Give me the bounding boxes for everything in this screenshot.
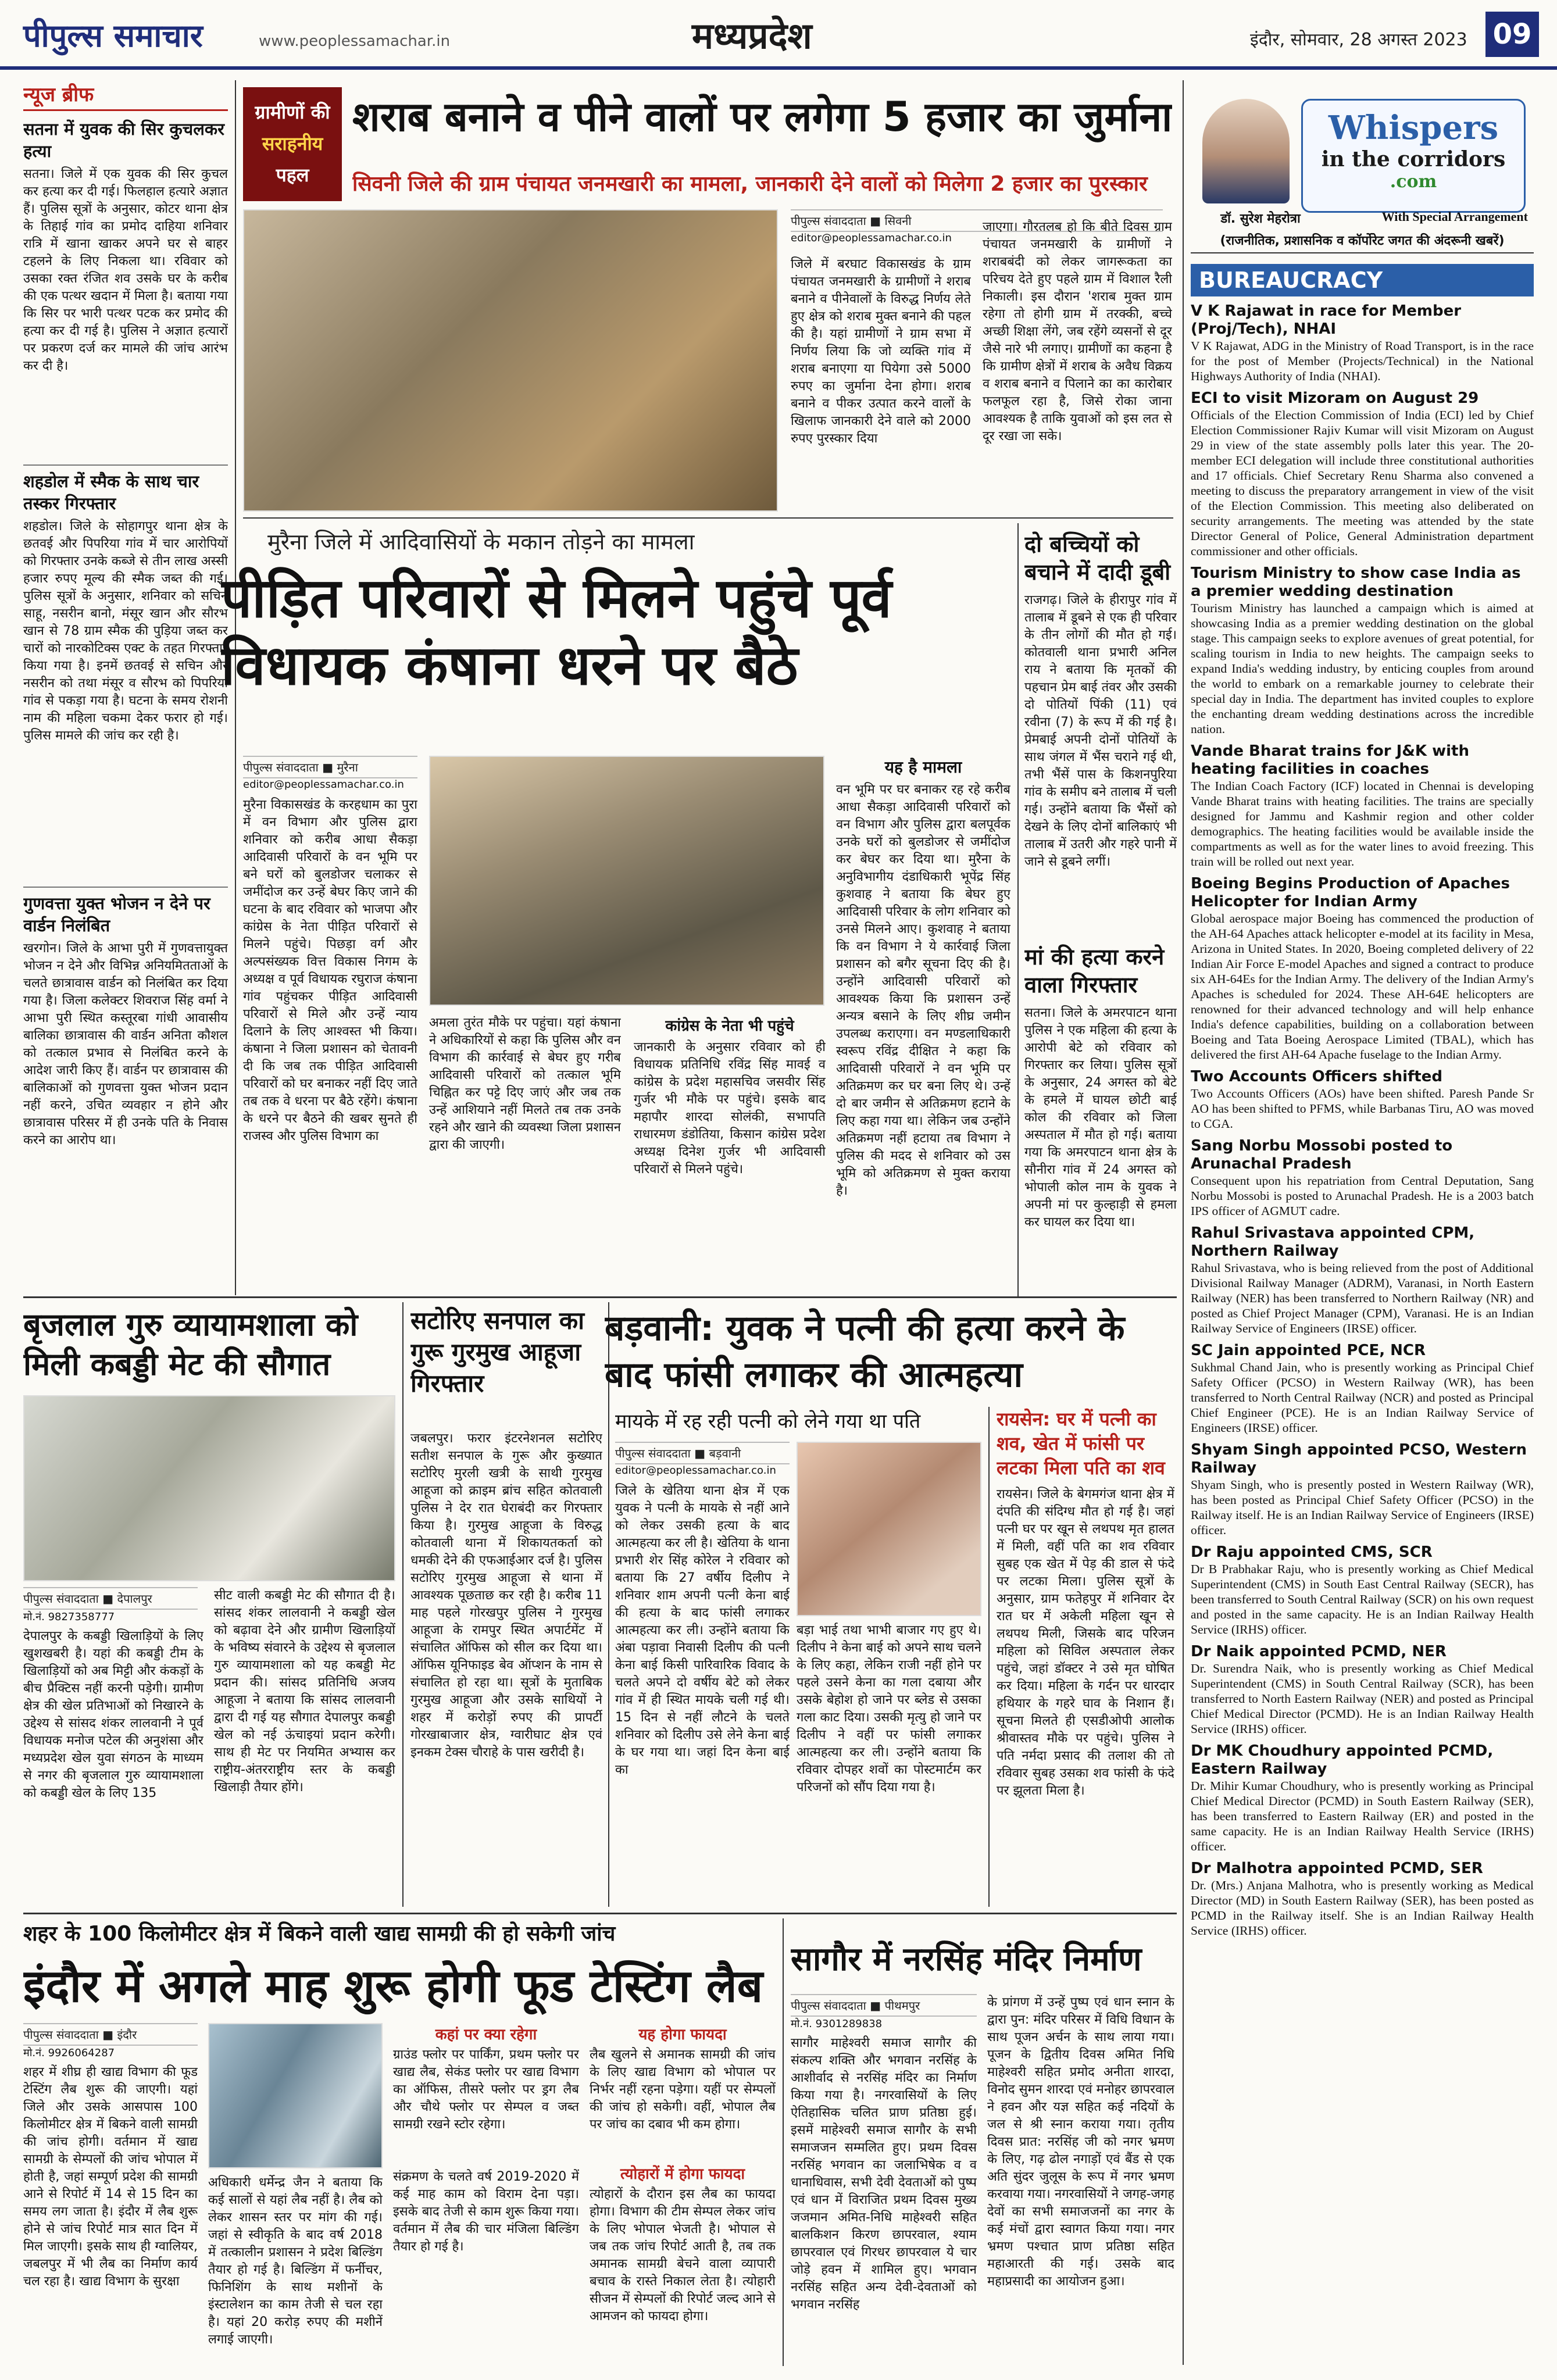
bureaucracy-item-title: Vande Bharat trains for J&K with heating facilities in coaches	[1191, 742, 1469, 778]
indore-byline: पीपुल्स संवाददाता ■ इंदौर	[23, 2023, 198, 2046]
page-number: 09	[1485, 12, 1539, 57]
bureaucracy-item-body: V K Rajawat, ADG in the Ministry of Road Transport, is in the race for the post of Member (Projects/Technical) in the National Highways Authority of India (NHAI).	[1191, 339, 1534, 383]
row-rule	[23, 1296, 1177, 1298]
morena-side-title: यह है मामला	[884, 757, 962, 777]
bureaucracy-item-title: ECI to visit Mizoram on August 29	[1191, 389, 1479, 407]
kicker-line: पहल	[276, 164, 309, 186]
whispers-column	[1191, 93, 1534, 2372]
lead-subhead: सिवनी जिले की ग्राम पंचायत जनमखारी का मामला, जानकारी देने वालों को मिलेगा 2 हजार का पुरस्कार	[352, 172, 1148, 196]
depalpur-byline: पीपुल्स संवाददाता ■ देपालपुर	[23, 1587, 198, 1610]
news-brief-column	[23, 80, 228, 1295]
sagar-byline-block	[791, 1994, 977, 2031]
bureaucracy-item-title: Tourism Ministry to show case India as a premier wedding destination	[1191, 564, 1521, 600]
bureaucracy-label: BUREAUCRACY	[1191, 264, 1534, 296]
barwani-photo	[797, 1442, 981, 1616]
bureaucracy-item	[1191, 1643, 1534, 1736]
bureaucracy-item	[1191, 1860, 1534, 1938]
morena-email[interactable]: editor@peoplessamachar.co.in	[243, 778, 404, 791]
morena-column-2: अमला तुरंत मौके पर पहुंचा। यहां कंषाना ने अधिकारियों से कहा कि पुलिस और वन विभाग की कार्रवाई से बेघर हुए गरीब आदिवासी परिवारों को तत्काल भूमि चिह्नित कर पट्टे दिए जाएं और जब तक उन्हें आशियाने नहीं मिलते तब तक उनके रहने और खाने की व्यवस्था जिला प्रशासन द्वारा की जाएगी।	[429, 1016, 621, 1152]
bureaucracy-item-body: Dr. Mihir Kumar Choudhury, who is presently working as Principal Chief Medical Director (PCMD) in South Eastern Railway (SER), has been transferred to Eastern Railway (ER) and posted in the same capacity. He is an Indian Railway Health Service (IRHS) officer.	[1191, 1779, 1534, 1853]
bureaucracy-item	[1191, 1137, 1534, 1218]
author-portrait	[1202, 99, 1290, 203]
indore-box3-body: त्योहारों के दौरान इस लैब का फायदा होगा। विभाग की टीम सेम्पल लेकर जांच के लिए भोपाल भेजती है। भोपाल से जब तक जांच रिपोर्ट आती है, तब तक अमानक सामग्री बेचने वाला व्यापारी बचाव के रास्ते निकाल लेता है। त्योहारी सीजन में सेम्पलों की रिपोर्ट जल्द आने से आमजन को फायदा होगा।	[590, 2187, 776, 2324]
bureaucracy-item-title: Dr MK Choudhury appointed PCMD, Eastern Railway	[1191, 1742, 1494, 1778]
lead-kicker-box	[243, 87, 342, 201]
bureaucracy-item-title: Rahul Srivastava appointed CPM, Northern Railway	[1191, 1224, 1475, 1260]
indore-kicker: शहर के 100 किलोमीटर क्षेत्र में बिकने वाली खाद्य सामग्री की हो सकेगी जांच	[23, 1922, 616, 1946]
morena-byline: पीपुल्स संवाददाता ■ मुरैना	[243, 756, 417, 778]
bureaucracy-item	[1191, 1224, 1534, 1336]
satna-headline: मां की हत्या करने वाला गिरफ्तार	[1024, 944, 1165, 998]
bureaucracy-item-title: Boeing Begins Production of Apaches Helicopter for Indian Army	[1191, 875, 1510, 910]
depalpur-headline: बृजलाल गुरु व्यायामशाला को मिली कबड्डी मेट की सौगात	[23, 1306, 358, 1382]
bureaucracy-item-body: Sukhmal Chand Jain, who is presently working as Principal Chief Safety Officer (PCSO) in Western Railway (WR), has been transferred to North Central Railway (NCR) and posted as Principal Chief Engineer (PCE). He is an Indian Railway Service of Engineers (IRSE) officer.	[1191, 1360, 1534, 1435]
brief-item	[23, 892, 228, 1295]
jabalpur-headline: सटोरिए सनपाल का गुरू गुरमुख आहूजा गिरफ्तार	[410, 1306, 585, 1398]
section-title: मध्यप्रदेश	[692, 15, 812, 57]
jabalpur-body: जबलपुर। फरार इंटरनेशनल सटोरिए सतीश सनपाल के गुरू और कुख्यात सटोरिए मुरली खत्री के साथी गुरमुख आहूजा को क्राइम ब्रांच सहित कोतवाली पुलिस ने देर रात घेराबंदी कर गिरफ्तार किया है। गुरमुख आहूजा के विरुद्ध कोतवाली थाना में शिकायतकर्ता को धमकी देने की एफआईआर दर्ज है। पुलिस सटोरिए गुरमुख आहूजा से थाना में आवश्यक पूछताछ कर रही है। करीब 11 माह पहले गोरखपुर पुलिस ने गुरमुख आहूजा के रामपुर स्थित अपार्टमेंट में संचालित ऑफिस को सील कर दिया था। ऑफिस यूनिफाइड बेव ऑप्शन के नाम से संचालित हो रहा था। सूत्रों के मुताबिक गुरमुख आहूजा और उसके साथियों ने शहर में करोड़ों रुपए की प्रापर्टी गोरखाबाजार क्षेत्र, ग्वारीघाट क्षेत्र एवं इनकम टेक्स चौराहे के पास खरीदी है।	[410, 1431, 602, 1760]
brief-body: सतना। जिले में एक युवक की सिर कुचल कर हत्या कर दी गई। फिलहाल हत्यारे अज्ञात हैं। पुलिस सूत्रों के अनुसार, कोटर थाना क्षेत्र के तिहाई गांव का प्रमोद दाहिया शनिवार रात्रि में खाना खाकर अपने घर से बाहर टहलने के लिए निकला था। रविवार को उसका रक्त रंजित शव उसके घर के करीब की एक पत्थर खदान में मिला है। बताया गया कि सिर पर भारी पत्थर पटक कर प्रमोद की हत्या कर दी गई है। पुलिस ने अज्ञात हत्यारों पर प्रकरण दर्ज कर मामले की जांच आरंभ कर दी है।	[23, 167, 228, 373]
bureaucracy-item-body: Dr B Prabhakar Raju, who is presently working as Chief Medical Superintendent (CMS) in South East Central Railway (SECR), has been transferred to South Central Railway (SCR) on his own request and posted in the same capacity. He is an Indian Railway Health Service (IRHS) officer.	[1191, 1562, 1534, 1636]
bureaucracy-item	[1191, 1742, 1534, 1854]
logo-line-3: .com	[1390, 171, 1437, 192]
kicker-line: ग्रामीणों की	[255, 101, 330, 123]
brief-title: गुणवत्ता युक्त भोजन न देने पर वार्डन निलंबित	[23, 894, 210, 935]
bureaucracy-item-body: Two Accounts Officers (AOs) have been shifted. Paresh Pande Sr AO has been shifted to PFMS, while Barbanas Tiru, AO was moved to CGA.	[1191, 1087, 1534, 1131]
bureaucracy-item-body: The Indian Coach Factory (ICF) located in Chennai is developing Vande Bharat trains with heating facilities. The trains are specially designed for Jammu and Kashmir region and other colder demographics. The heating facilities would be available inside the compartments as well as for the water lines to avoid freezing. This train will be rolled out next year.	[1191, 779, 1534, 869]
barwani-byline: पीपुल्स संवाददाता ■ बड़वानी	[615, 1442, 790, 1464]
depalpur-column-1: देपालपुर के कबड्डी खिलाड़ियों के लिए खुशखबरी है। यहां की कबड्डी टीम के खिलाड़ियों को अब मिट्टी और कंकड़ों के बीच प्रैक्टिस नहीं करनी पड़ेगी। ग्रामीण क्षेत्र की खेल प्रतिभाओं को निखारने के उद्देश्य से सांसद शंकर लालवानी ने पूर्व विधायक मनोज पटेल की अनुशंसा और मध्यप्रदेश खेल युवा संगठन के माध्यम से नगर की बृजलाल गुरु व्यायामशाला को कबड्डी खेल के लिए 135	[23, 1629, 203, 1800]
bureaucracy-item-title: V K Rajawat in race for Member (Proj/Tech), NHAI	[1191, 302, 1462, 338]
kicker-line: सराहनीय	[262, 133, 323, 155]
indore-box-layout	[393, 2023, 579, 2360]
bureaucracy-item-body: Tourism Ministry has launched a campaign which is aimed at showcasing India as a premier wedding destination on the global stage. This campaign seeks to explore avenues of great potential, for scaling tourism in India to new heights. The campaign seeks to expand India's wedding industry, by enticing couples from around the world to embark on a remarkable journey to celebrate their special day in India. The department has invited couples to explore the enchanting dream wedding destinations across the incredible nation.	[1191, 601, 1534, 736]
row-rule	[243, 517, 1173, 519]
indore-box2-title: यह होगा फायदा	[638, 2026, 727, 2043]
logo-line-2: in the corridors	[1321, 147, 1506, 171]
morena-side-box	[836, 756, 1010, 1308]
indore-headline: इंदौर में अगले माह शुरू होगी फूड टेस्टिंग लैब	[23, 1960, 763, 2013]
bureaucracy-item-body: Dr. (Mrs.) Anjana Malhotra, who is presently working as Medical Director (MD) in South Eastern Railway (SER), has been posted as PCMD in the Railway itself. She is an Indian Railway Health Service (IRHS) officer.	[1191, 1878, 1534, 1938]
morena-photo-caption: कांग्रेस के नेता भी पहुंचे	[665, 1017, 794, 1035]
brief-item	[23, 118, 228, 456]
brief-item	[23, 470, 228, 878]
depalpur-column-2: सीट वाली कबड्डी मेट की सौगात दी है। सांसद शंकर लालवानी ने कबड्डी खेल को बढ़ावा देने और ग्रामीण खिलाड़ियों के भविष्य संवारने के उद्देश्य से बृजलाल गुरु व्यायामशाला को यह कबड्डी मेट प्रदान की। सांसद प्रतिनिधि अजय आहूजा ने बताया कि सांसद लालवानी द्वारा दी गई यह सौगात देपालपुर कबड्डी खेल को नई ऊंचाइयां प्रदान करेगी। साथ ही मेट पर नियमित अभ्यास कर राष्ट्रीय-अंतरराष्ट्रीय स्तर के कबड्डी खिलाड़ी तैयार होंगे।	[214, 1588, 395, 1795]
column-rule	[402, 1302, 403, 1907]
bureaucracy-item-title: Sang Norbu Mossobi posted to Arunachal Pradesh	[1191, 1137, 1453, 1173]
right-brief-column	[1024, 530, 1177, 1296]
indore-photo	[208, 2023, 383, 2168]
bureaucracy-item	[1191, 302, 1534, 384]
barwani-headline: बड़वानी: युवक ने पत्नी की हत्या करने के बाद फांसी लगाकर की आत्महत्या	[605, 1308, 1125, 1395]
bureaucracy-list	[1191, 302, 1534, 1938]
bureaucracy-item-body: Rahul Srivastava, who is being relieved from the post of Additional Divisional Railway Manager (ADRM), Varanasi, in North Eastern Railway (NER) has been transferred to Northern Railway (NR) and posted as Chief Project Manager (CPM), Varanasi. He is an Indian Railway Service of Engineers (IRSE) officer.	[1191, 1261, 1534, 1335]
morena-kicker: मुरैना जिले में आदिवासियों के मकान तोड़ने का मामला	[267, 529, 695, 555]
divider	[23, 464, 228, 466]
raisen-block	[997, 1407, 1174, 1907]
whispers-header	[1191, 93, 1534, 262]
bureaucracy-item	[1191, 564, 1534, 737]
bureaucracy-item-body: Consequent upon his repatriation from Central Deputation, Sang Norbu Mossobi is posted to Arunachal Pradesh. He is a 2003 batch IPS officer of AGMUT cadre.	[1191, 1174, 1534, 1218]
row-rule	[23, 1913, 1177, 1914]
column-rule	[1017, 523, 1019, 1296]
whispers-tagline: (राजनीतिक, प्रशासनिक व कॉर्पोरेट जगत की अंदरूनी खबरें)	[1191, 231, 1534, 253]
indore-column-1: शहर में शीघ्र ही खाद्य विभाग की फूड टेस्टिंग लैब शुरू की जाएगी। यहां जिले और उसके आसपास 100 किलोमीटर क्षेत्र में बिकने वाली सामग्री की जांच होगी। वर्तमान में खाद्य सामग्री के सेम्पलों की जांच भोपाल में होती है, जहां सम्पूर्ण प्रदेश की सामग्री आने से रिपोर्ट में 14 से 15 दिन का समय लग जाता है। इंदौर में लैब शुरू होने से जांच रिपोर्ट मात्र सात दिन में मिल जाएगी। इसके साथ ही ग्वालियर, जबलपुर में भी लैब का निर्माण कार्य चल रहा है। खाद्य विभाग के सुरक्षा	[23, 2065, 198, 2289]
bureaucracy-item-title: Two Accounts Officers shifted	[1191, 1068, 1442, 1085]
raisen-body: रायसेन। जिले के बेगमगंज थाना क्षेत्र में दंपति की संदिग्ध मौत हो गई है। जहां पत्नी घर पर खून से लथपथ मृत हालत में मिली, वहीं पति का शव रविवार सुबह एक खेत में पेड़ की डाल से फंदे पर लटका मिला। पुलिस सूत्रों के अनुसार, ग्राम फतेहपुर में शनिवार देर रात घर में अकेली महिला खून से लथपथ मिली, जिसके बाद परिजन महिला को सिविल अस्पताल लेकर पहुंचे, जहां डॉक्टर ने उसे मृत घोषित कर दिया। महिला के गर्दन पर धारदार हथियार के गहरे घाव के निशान हैं। सूचना मिलते ही एसडीओपी आलोक श्रीवास्तव मौके पर पहुंचे। पुलिस ने पति नर्मदा प्रसाद की तलाश की तो रविवार सुबह उसका शव फांसी के फंदे पर झूलता मिला है।	[997, 1487, 1174, 1798]
barwani-byline-block	[615, 1442, 790, 1477]
logo-line-1: Whispers	[1328, 109, 1499, 147]
bureaucracy-item-body: Dr. Surendra Naik, who is presently working as Chief Medical Superintendent (CMS) in South Central Railway (SCR), has been transferred to North Eastern Railway (NER) and posted as Principal Chief Medical Director (PCMD). He is an Indian Railway Health Service (IRHS) officer.	[1191, 1661, 1534, 1736]
morena-byline-block	[243, 756, 417, 791]
rajgarh-body: राजगढ़। जिले के हीरापुर गांव में तालाब में डूबने से एक ही परिवार के तीन लोगों की मौत हो गई। कोतवाली थाना प्रभारी अनिल राय ने बताया कि मृतकों की पहचान प्रेम बाई तंवर और उसकी दो पोतियों पिंकी (11) एवं रवीना (7) के रूप में की गई है। प्रेमबाई अपनी दोनों पोतियों के साथ जंगल में भैंस चराने गई थी, तभी भैंसें पास के किशनपुरिया गांव के समीप बने तालाब में चली गई। उन्होंने बताया कि भैंसों को देखने के लिए दोनों बालिकाएं भी तालाब में उतरी और गहरे पानी में जाने से डूबने लगीं।	[1024, 593, 1177, 869]
sagar-phone: मो.नं. 9301289838	[791, 2018, 883, 2030]
depalpur-phone: मो.नं. 9827358777	[23, 1611, 115, 1623]
bureaucracy-item-body: Officials of the Election Commission of India (ECI) led by Chief Election Commissioner Rajiv Kumar will visit Mizoram on August 29 in view of the state assembly polls later this year. The 20-member ECI delegation will include three constitutional authorities and 17 officials. Chief Secretary Renu Sharma also convened a meeting to discuss the preparatory arrangement in view of the visit of the Election Commission. This meeting also deliberated on security arrangements. The meeting was attended by the state Director General of Police, General Administration department commissioner and other officials.	[1191, 408, 1534, 558]
bureaucracy-item	[1191, 389, 1534, 559]
morena-column-1: मुरैना विकासखंड के करहधाम का पुरा में वन विभाग और पुलिस द्वारा शनिवार को करीब आधा सैकड़ा आदिवासी परिवारों के वन भूमि पर बने घरों को बुलडोजर चलाकर से जमींदोज कर उन्हें बेघर किए जाने की घटना के बाद रविवार को भाजपा और कांग्रेस के नेता पीड़ित परिवारों से मिलने पहुंचे। पिछड़ा वर्ग और अल्पसंख्यक वित्त विकास निगम के अध्यक्ष व पूर्व विधायक रघुराज कंषाना गांव पहुंचकर पीड़ित आदिवासी परिवारों से मिले और उन्हें न्याय दिलाने के लिए आश्वस्त भी किया। कंषाना ने जिला प्रशासन को चेतावनी दी कि जब तक पीड़ित आदिवासी परिवारों को घर बनाकर नहीं दिए जाते तब तक वे धरना पर बैठे रहेंगे। कंषाना के धरने पर बैठने की खबर सुनते ही राजस्व और पुलिस विभाग का	[243, 798, 417, 1143]
lead-column-1: जिले में बरघाट विकासखंड के ग्राम पंचायत जनमखारी के ग्रामीणों ने शराब बनाने व पीनेवालों के विरुद्ध निर्णय लेते हुए क्षेत्र को शराब मुक्त बनाने की पहल की है। यहां ग्रामीणों ने ग्राम सभा में निर्णय लिया कि जो व्यक्ति गांव में शराब बनाएगा या पियेगा उसे 5000 रुपए का जुर्माना देना होगा। शराब बनाने व पीकर उत्पात करने वालों के खिलाफ जानकारी देने वाले को 2000 रुपए पुरस्कार दिया	[791, 257, 971, 446]
bureaucracy-item-title: Dr Raju appointed CMS, SCR	[1191, 1543, 1433, 1561]
column-rule	[1183, 80, 1184, 2365]
bureaucracy-item	[1191, 1342, 1534, 1435]
morena-column-3: जानकारी के अनुसार रविवार को ही विधायक प्रतिनिधि रविंद्र सिंह मावई व कांग्रेस के प्रदेश महासचिव जसवीर सिंह गुर्जर भी मौके पर पहुंचे। इसके बाद महापौर शारदा सोलंकी, सभापति राधारमण डंडोतिया, किसान कांग्रेस प्रदेश अध्यक्ष दिनेश गुर्जर भी आदिवासी परिवारों से मिलने पहुंचे।	[634, 1040, 826, 1177]
morena-side-body: वन भूमि पर घर बनाकर रह रहे करीब आधा सैकड़ा आदिवासी परिवारों को वन विभाग और पुलिस द्वारा बलपूर्वक उनके घरों को बुलडोजर से जमींदोज कर बेघर कर दिया था। मुरैना के अनुविभागीय दंडाधिकारी भूपेंद्र सिंह कुशवाह ने बताया कि बेघर हुए आदिवासी परिवार के लोग शनिवार को उनसे मिलने आए। कुशवाह ने बताया कि वन विभाग ने ये कार्रवाई जिला प्रशासन को बगैर सूचना दिए की है। उन्होंने आदिवासी परिवारों को आवश्यक किया कि प्रशासन उन्हें अन्यत्र बसाने के लिए शीघ्र जमीन उपलब्ध कराएगा। वन मण्डलाधिकारी स्वरूप रविंद्र दीक्षित ने कहा कि आदिवासी परिवारों ने वन भूमि पर अतिक्रमण कर घर बना लिए थे। उन्हें दो बार जमीन से अतिक्रमण हटाने के लिए कहा गया था। लेकिन जब उन्होंने अतिक्रमण नहीं हटाया तब विभाग ने पुलिस की मदद से शनिवार को उस भूमि को अतिक्रमण से मुक्त कराया है।	[836, 782, 1010, 1198]
morena-photo	[429, 756, 824, 1006]
whispers-logo	[1301, 99, 1526, 213]
barwani-email[interactable]: editor@peoplessamachar.co.in	[615, 1464, 776, 1477]
divider	[23, 887, 228, 888]
bureaucracy-item-title: Dr Malhotra appointed PCMD, SER	[1191, 1860, 1483, 1877]
lead-photo-rally	[243, 209, 778, 512]
bureaucracy-item	[1191, 742, 1534, 869]
lead-email[interactable]: editor@peoplessamachar.co.in	[791, 232, 952, 244]
barwani-column-1: जिले के खेतिया थाना क्षेत्र में एक युवक ने पत्नी के मायके से नहीं आने को लेकर उसकी हत्या के बाद आत्महत्या कर ली है। खेतिया के थाना प्रभारी शेर सिंह कोरेल ने रविवार को बताया कि 27 वर्षीय दिलीप ने शनिवार शाम अपनी पत्नी केना बाई की हत्या के बाद फांसी लगाकर आत्महत्या कर ली। उन्होंने बताया कि अंबा पड़ावा निवासी दिलीप की पत्नी केना बाई किसी पारिवारिक विवाद के चलते अपने दो वर्षीय बेटे को लेकर गांव में ही स्थित मायके चली गई थी। 15 दिन से नहीं लौटने के चलते शनिवार को दिलीप उसे लेने केना बाई के घर गया था। जहां दिन केना बाई का	[615, 1484, 790, 1777]
morena-congress-block	[634, 1014, 826, 1305]
author-name: डॉ. सुरेश मेहरोत्रा	[1220, 212, 1301, 226]
indore-box3-title: त्योहारों में होगा फायदा	[620, 2165, 745, 2183]
bureaucracy-item-body: Shyam Singh, who is presently posted in Western Railway (WR), has been posted as Principal Chief Safety Officer (PCSO) in the Railway itself. He is an Indian Railway Service of Engineers (IRSE) officer.	[1191, 1478, 1534, 1537]
raisen-headline: रायसेन: घर में पत्नी का शव, खेत में फांसी पर लटका मिला पति का शव	[997, 1408, 1165, 1479]
sagar-headline: सागौर में नरसिंह मंदिर निर्माण	[791, 1941, 1142, 1978]
sagar-column-1: सागौर माहेश्वरी समाज सागौर की संकल्प शक्ति और भगवान नरसिंह के आशीर्वाद से नरसिंह मंदिर का निर्माण किया गया है। नगरवासियों के लिए ऐतिहासिक चलित प्राण प्रतिष्ठा हुई। इसमें माहेश्वरी समाज सागौर के सभी समाजजन सम्मलित हुए। प्रथम दिवस नरसिंह भगवान का जलाभिषेक व व धानाधिवास, सभी देवी देवताओं को पुष्प एवं धान में विराजित प्रथम दिवस मुख्य जजमान अमित-निधि माहेश्वरी सहित बालकिशन किरण छापरवाल, श्याम छापरवाल एवं गिरधर छापरवाल ये चार जोड़े हवन में शामिल हुए। भगवान नरसिंह सहित अन्य देवी-देवताओं को भगवान नरसिंह	[791, 2036, 977, 2312]
news-brief-label: न्यूज ब्रीफ	[23, 80, 228, 111]
bureaucracy-item-title: Dr Naik appointed PCMD, NER	[1191, 1643, 1447, 1660]
bureaucracy-item-title: SC Jain appointed PCE, NCR	[1191, 1342, 1426, 1359]
rajgarh-headline: दो बच्चियों को बचाने में दादी डूबी	[1024, 531, 1171, 585]
barwani-column-2: बड़ा भाई तथा भाभी बाजार गए हुए थे। दिलीप ने केना बाई को अपने साथ चलने के लिए कहा, लेकिन राजी नहीं होने पर पहले उसने केना का गला दबाया और उसके बेहोश हो जाने पर ब्लेड से उसका गला काट दिया। उसकी मृत्यु हो जाने पर दिलीप ने वहीं पर फांसी लगाकर आत्महत्या कर ली। उन्होंने बताया कि रविवार दोपहर शवों का पोस्टमार्टम कर परिजनों को सौंप दिया गया है।	[797, 1623, 981, 1795]
lead-byline: पीपुल्स संवाददाता ■ सिवनी	[791, 209, 1163, 232]
column-rule	[783, 1918, 784, 2366]
indore-column-2: अधिकारी धर्मेन्द्र जैन ने बताया कि कई सालों से यहां लैब नहीं है। लैब को लेकर शासन स्तर पर मांग की गई। जहां से स्वीकृति के बाद वर्ष 2018 में तत्कालीन प्रशासन ने प्रदेश बिल्डिंग तैयार हो गई है। बिल्डिंग में फर्नीचर, फिनिशिंग के साथ मशीनों के इंस्टालेशन का काम तेजी से चल रहा है। यहां 20 करोड़ रुपए की मशीनें लगाई जाएगी।	[208, 2175, 383, 2347]
brief-title: शहडोल में स्मैक के साथ चार तस्कर गिरफ्तार	[23, 471, 199, 513]
lead-headline: शराब बनाने व पीने वालों पर लगेगा 5 हजार का जुर्माना	[352, 93, 1172, 141]
bureaucracy-item-title: Shyam Singh appointed PCSO, Western Railway	[1191, 1441, 1527, 1477]
barwani-subhead: मायके में रह रही पत्नी को लेने गया था पति	[615, 1410, 921, 1433]
indore-box1-body: ग्राउंड फ्लोर पर पार्किंग, प्रथम फ्लोर पर खाद्य लैब, सेकंड फ्लोर पर खाद्य विभाग का ऑफिस, तीसरे फ्लोर पर ड्रग लैब और चौथे फ्लोर पर सेम्पल व जब्त सामग्री रखने स्टोर रहेगा।	[393, 2047, 579, 2132]
special-arrangement: With Special Arrangement	[1381, 209, 1528, 224]
indore-box1-tail: संक्रमण के चलते वर्ष 2019-2020 में कई माह काम को विराम देना पड़ा। इसके बाद तेजी से काम शुरू किया गया। वर्तमान में लैब की चार मंजिला बिल्डिंग तैयार हो गई है।	[393, 2170, 579, 2254]
bureaucracy-item	[1191, 1068, 1534, 1131]
bureaucracy-item	[1191, 1543, 1534, 1637]
indore-box2-body: लैब खुलने से अमानक सामग्री की जांच के लिए खाद्य विभाग को भोपाल पर निर्भर नहीं रहना पड़ेगा। यहीं पर सेम्पलों की जांच हो सकेगी। वहीं, भोपाल लैब पर जांच का दबाव भी कम होगा।	[590, 2047, 776, 2132]
lead-column-2: जाएगा। गौरतलब हो कि बीते दिवस ग्राम पंचायत जनमखारी के ग्रामीणों ने शराबबंदी को लेकर जागरूकता का परिचय देते हुए पहले ग्राम में विशाल रैली निकाली। इस दौरान 'शराब मुक्त ग्राम रहेगा तो होगी ग्राम में तरक्की, बच्चे अच्छी शिक्षा लेंगे, जब रहेंगे व्यसनों से दूर जैसे नारे भी लगाए। ग्रामीणों का कहना है कि ग्रामीण क्षेत्रों में शराब के अवैध विक्रय व शराब बनाने व पिलाने का का कारोबार फलफूल रहा है, जिसे रोका जाना आवश्यक है ताकि युवाओं को इस लत से दूर रखा जा सके।	[983, 220, 1172, 444]
indore-byline-block	[23, 2023, 198, 2060]
morena-headline: पीड़ित परिवारों से मिलने पहुंचे पूर्व विधायक कंषाना धरने पर बैठे	[221, 567, 892, 698]
depalpur-photo	[23, 1395, 395, 1581]
depalpur-byline-block	[23, 1587, 198, 1624]
brief-title: सतना में युवक की सिर कुचलकर हत्या	[23, 119, 225, 161]
sagar-column-2: के प्रांगण में उन्हें पुष्प एवं धान स्नान के द्वारा पुन: मंदिर परिसर में विधि विधान के साथ पूजन अर्चन के साथ लाया गया। पूजन के द्वितीय दिवस अमित निधि माहेश्वरी सहित प्रमोद अनीता शारदा, विनोद सुमन शारदा एवं मनोहर छापरवाल ने हवन और यज्ञ सहित कई नदियों के जल से श्री स्नान कराया गया। तृतीय दिवस प्रात: नरसिंह जी को नगर भ्रमण के लिए, गढ़ ढोल नगाड़ों एवं बैंड से एक अति सुंदर जुलूस के रूप में नगर भ्रमण करवाया गया। नगरवासियों ने जगह-जगह देवों का सभी समाजजनों का नगर के कई मंचों द्वारा स्वागत किया गया। नगर भ्रमण पश्चात प्राण प्रतिष्ठा सहित महाआरती की गई। उसके बाद महाप्रसादी का आयोजन हुआ।	[987, 1995, 1174, 2289]
indore-box-benefits	[590, 2023, 776, 2360]
brief-body: शहडोल। जिले के सोहागपुर थाना क्षेत्र के छतवई और पिपरिया गांव में चार आरोपियों को गिरफ्तार उनके कब्जे से तीन लाख अस्सी हजार रुपए मूल्य की स्मैक जब्त की गई। पुलिस सूत्रों के अनुसार, शनिवार को सचिन साहू, नसरीन बानो, मंसूर खान और सौरभ खान से 78 ग्राम स्मैक की पुड़िया जब्त कर चारों को नारकोटिक्स एक्ट के तहत गिरफ्तार किया गया है। इनमें छतवई से सचिन और नसरीन को तथा मंसूर व सौरभ को पिपरिया गांव से पकड़ा गया है। घटना के समय रोशनी नाम की महिला चकमा देकर फरार हो गई। पुलिस मामले की जांच कर रही है।	[23, 519, 228, 743]
bureaucracy-item	[1191, 1441, 1534, 1538]
site-url[interactable]: www.peoplessamachar.in	[259, 33, 451, 50]
newspaper-logo: पीपुल्स समाचार	[23, 17, 203, 54]
column-rule	[988, 1407, 990, 1907]
sagar-byline: पीपुल्स संवाददाता ■ पीथमपुर	[791, 1994, 977, 2017]
bureaucracy-item	[1191, 875, 1534, 1062]
brief-body: खरगोन। जिले के आभा पुरी में गुणवत्तायुक्त भोजन न देने और विभिन्न अनियमितताओं के चलते छात्रावास वार्डन को निलंबित कर दिया गया है। जिला कलेक्टर शिवराज सिंह वर्मा ने आभा पुरी स्थित कस्तूरबा गांधी आवासीय बालिका छात्रावास की वार्डन अनिता कौशल को तत्काल प्रभाव से निलंबित करने के आदेश जारी किए हैं। वार्डन पर छात्रावास की बालिकाओं को गुणवत्ता युक्त भोजन प्रदान नहीं करने, उचित व्यवहार न होने और छात्रावास परिसर में ही उनके पति के निवास करने का आरोप था।	[23, 941, 228, 1148]
bureaucracy-item-body: Global aerospace major Boeing has commenced the production of the AH-64 Apaches attack helicopter e-model at its facility in Mesa, Arizona in United States. In 2020, Boeing completed delivery of 22 Indian Air Force E-model Apaches and signed a contract to produce six AH-64Es for the Indian Army. The delivery of the Indian Army's Apaches is scheduled for 2024. These AH-64E helicopters are renowned for their advanced technology and will help enhance India's defence capabilities, building on a collaboration between Boeing and Tata Boeing Aerospace Limited (TBAL), which has delivered the first AH-64 Apache fuselage to the Indian Army.	[1191, 912, 1534, 1062]
dateline: इंदौर, सोमवार, 28 अगस्त 2023	[1250, 30, 1467, 50]
indore-box1-title: कहां पर क्या रहेगा	[435, 2026, 537, 2043]
satna-body: सतना। जिले के अमरपाटन थाना पुलिस ने एक महिला की हत्या के आरोपी बेटे को रविवार को गिरफ्तार कर लिया। पुलिस सूत्रों के अनुसार, 24 अगस्त को बेटे के हमले में घायल छोटी बाई कोल की रविवार को जिला अस्पताल में मौत हो गई। बताया गया कि अमरपाटन थाना क्षेत्र के सौनीरा गांव में 24 अगस्त को भोपाली कोल नाम के युवक ने अपनी मां पर कुल्हाड़ी से हमला कर घायल कर दिया था।	[1024, 1006, 1177, 1230]
indore-phone: मो.नं. 9926064287	[23, 2047, 115, 2059]
